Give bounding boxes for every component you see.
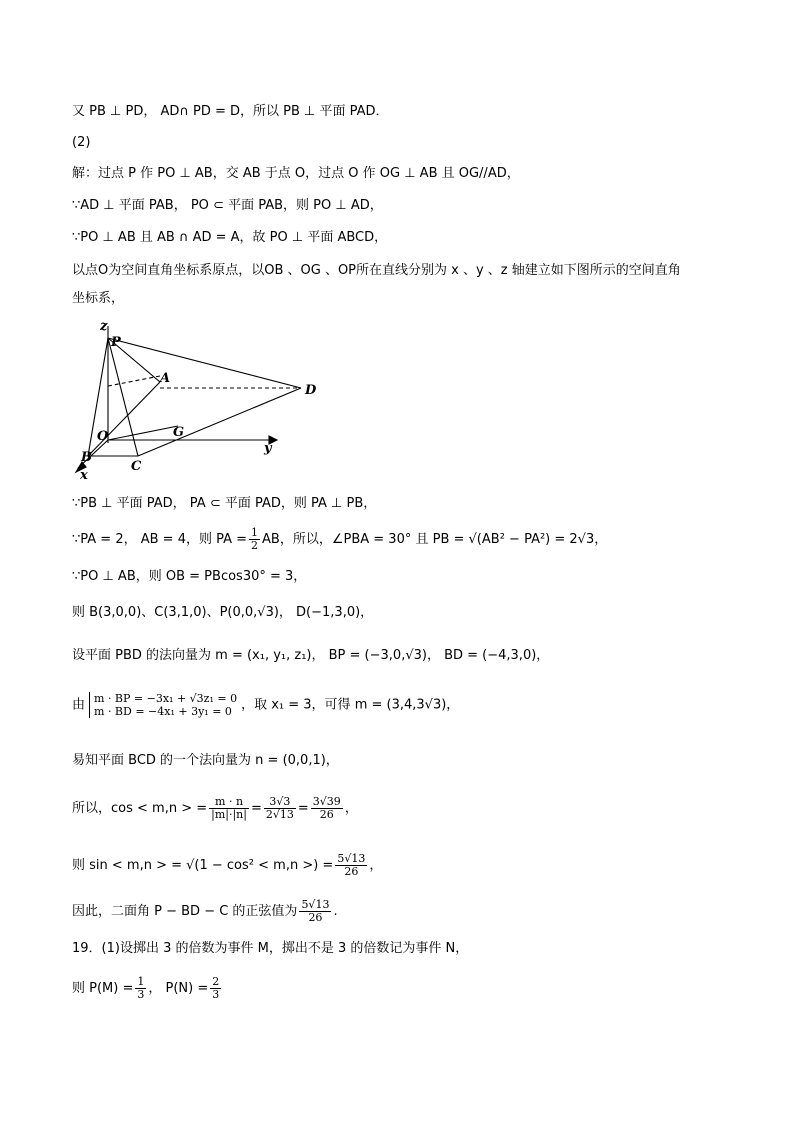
text-line-10: ∵PO ⊥ AB，则 OB = PBcos30° = 3， [72,569,307,584]
fraction-one-half: $\frac{1}{2}$ [251,526,259,552]
text-line-18: 19．(1)设掷出 3 的倍数为事件 M，掷出不是 3 的倍数记为事件 N， [72,941,469,956]
edge-OG [108,426,178,440]
text-line-8: ∵PB ⊥ 平面 PAD， PA ⊂ 平面 PAD，则 PA ⊥ PB， [72,496,377,511]
text-line-7: 坐标系， [72,291,125,306]
text-line-12: 设平面 PBD 的法向量为 m = (x₁, y₁, z₁)， BP = (−3,0,√3)， BD = (−4,3,0)， [72,648,550,663]
text-line-11: 则 B(3,0,0)、C(3,1,0)、P(0,0,√3)， D(−1,3,0)， [72,605,374,620]
text-line-17: 因此，二面角 P − BD − C 的正弦值为 $\frac{5√13}{26}$ . [72,898,338,924]
label-A: A [160,371,171,386]
label-P: P [111,335,121,350]
equation-system: m · BP = −3x₁ + √3z₁ = 0 m · BD = −4x₁ + 3y₁ = 0 [89,692,237,718]
text-line-19: 则 P(M) = $\frac{1}{3}$ ， P(N) = $\frac{2}{3}$ [72,975,220,1001]
label-C: C [131,459,142,474]
part-label: (2) [72,135,91,150]
text-line-13: 由 m · BP = −3x₁ + √3z₁ = 0 m · BD = −4x₁ + 3y₁ = 0 ，取 x₁ = 3，可得 m = (3,4,3√3)， [72,692,460,718]
label-D: D [305,383,317,398]
label-y: y [264,441,272,456]
coordinate-figure [74,316,334,486]
text-line-1: 又 PB ⊥ PD， AD∩ PD = D，所以 PB ⊥ 平面 PAD． [72,104,389,119]
text-line-6: 以点O为空间直角坐标系原点，以OB 、OG 、OP所在直线分别为 x 、y 、z 轴建立如下图所示的空间直角 [72,263,681,278]
label-B: B [81,450,92,465]
edge-PC [108,338,138,456]
edge-CD [138,388,301,456]
text-line-14: 易知平面 BCD 的一个法向量为 n = (0,0,1)， [72,753,339,768]
text-line-4: ∵AD ⊥ 平面 PAB， PO ⊂ 平面 PAB，则 PO ⊥ AD， [72,198,383,213]
edge-OA [108,376,160,386]
label-z: z [100,319,108,334]
text-line-9: ∵PA = 2， AB = 4，则 PA = $\frac{1}{2}$ AB，所以，∠PBA = 30° 且 PB = √(AB² − PA²) = 2√3， [72,526,608,552]
label-O: O [97,429,109,444]
text-line-5: ∵PO ⊥ AB 且 AB ∩ AD = A，故 PO ⊥ 平面 ABCD， [72,230,388,245]
text-line-16: 则 sin < m,n > = √(1 − cos² < m,n >) = $\frac{5√13}{26}$ ， [72,852,383,878]
label-x: x [80,468,88,483]
label-G: G [173,425,185,440]
text-line-3: 解：过点 P 作 PO ⊥ AB，交 AB 于点 O，过点 O 作 OG ⊥ AB 且 OG//AD， [72,166,520,181]
text-line-15: 所以，cos < m,n > = $\frac{m \cdot n}{|m|\cdot|n|}$ = $\frac{3√3}{2√13}$ = $\frac{3√39}{26}$ ， [72,795,358,821]
